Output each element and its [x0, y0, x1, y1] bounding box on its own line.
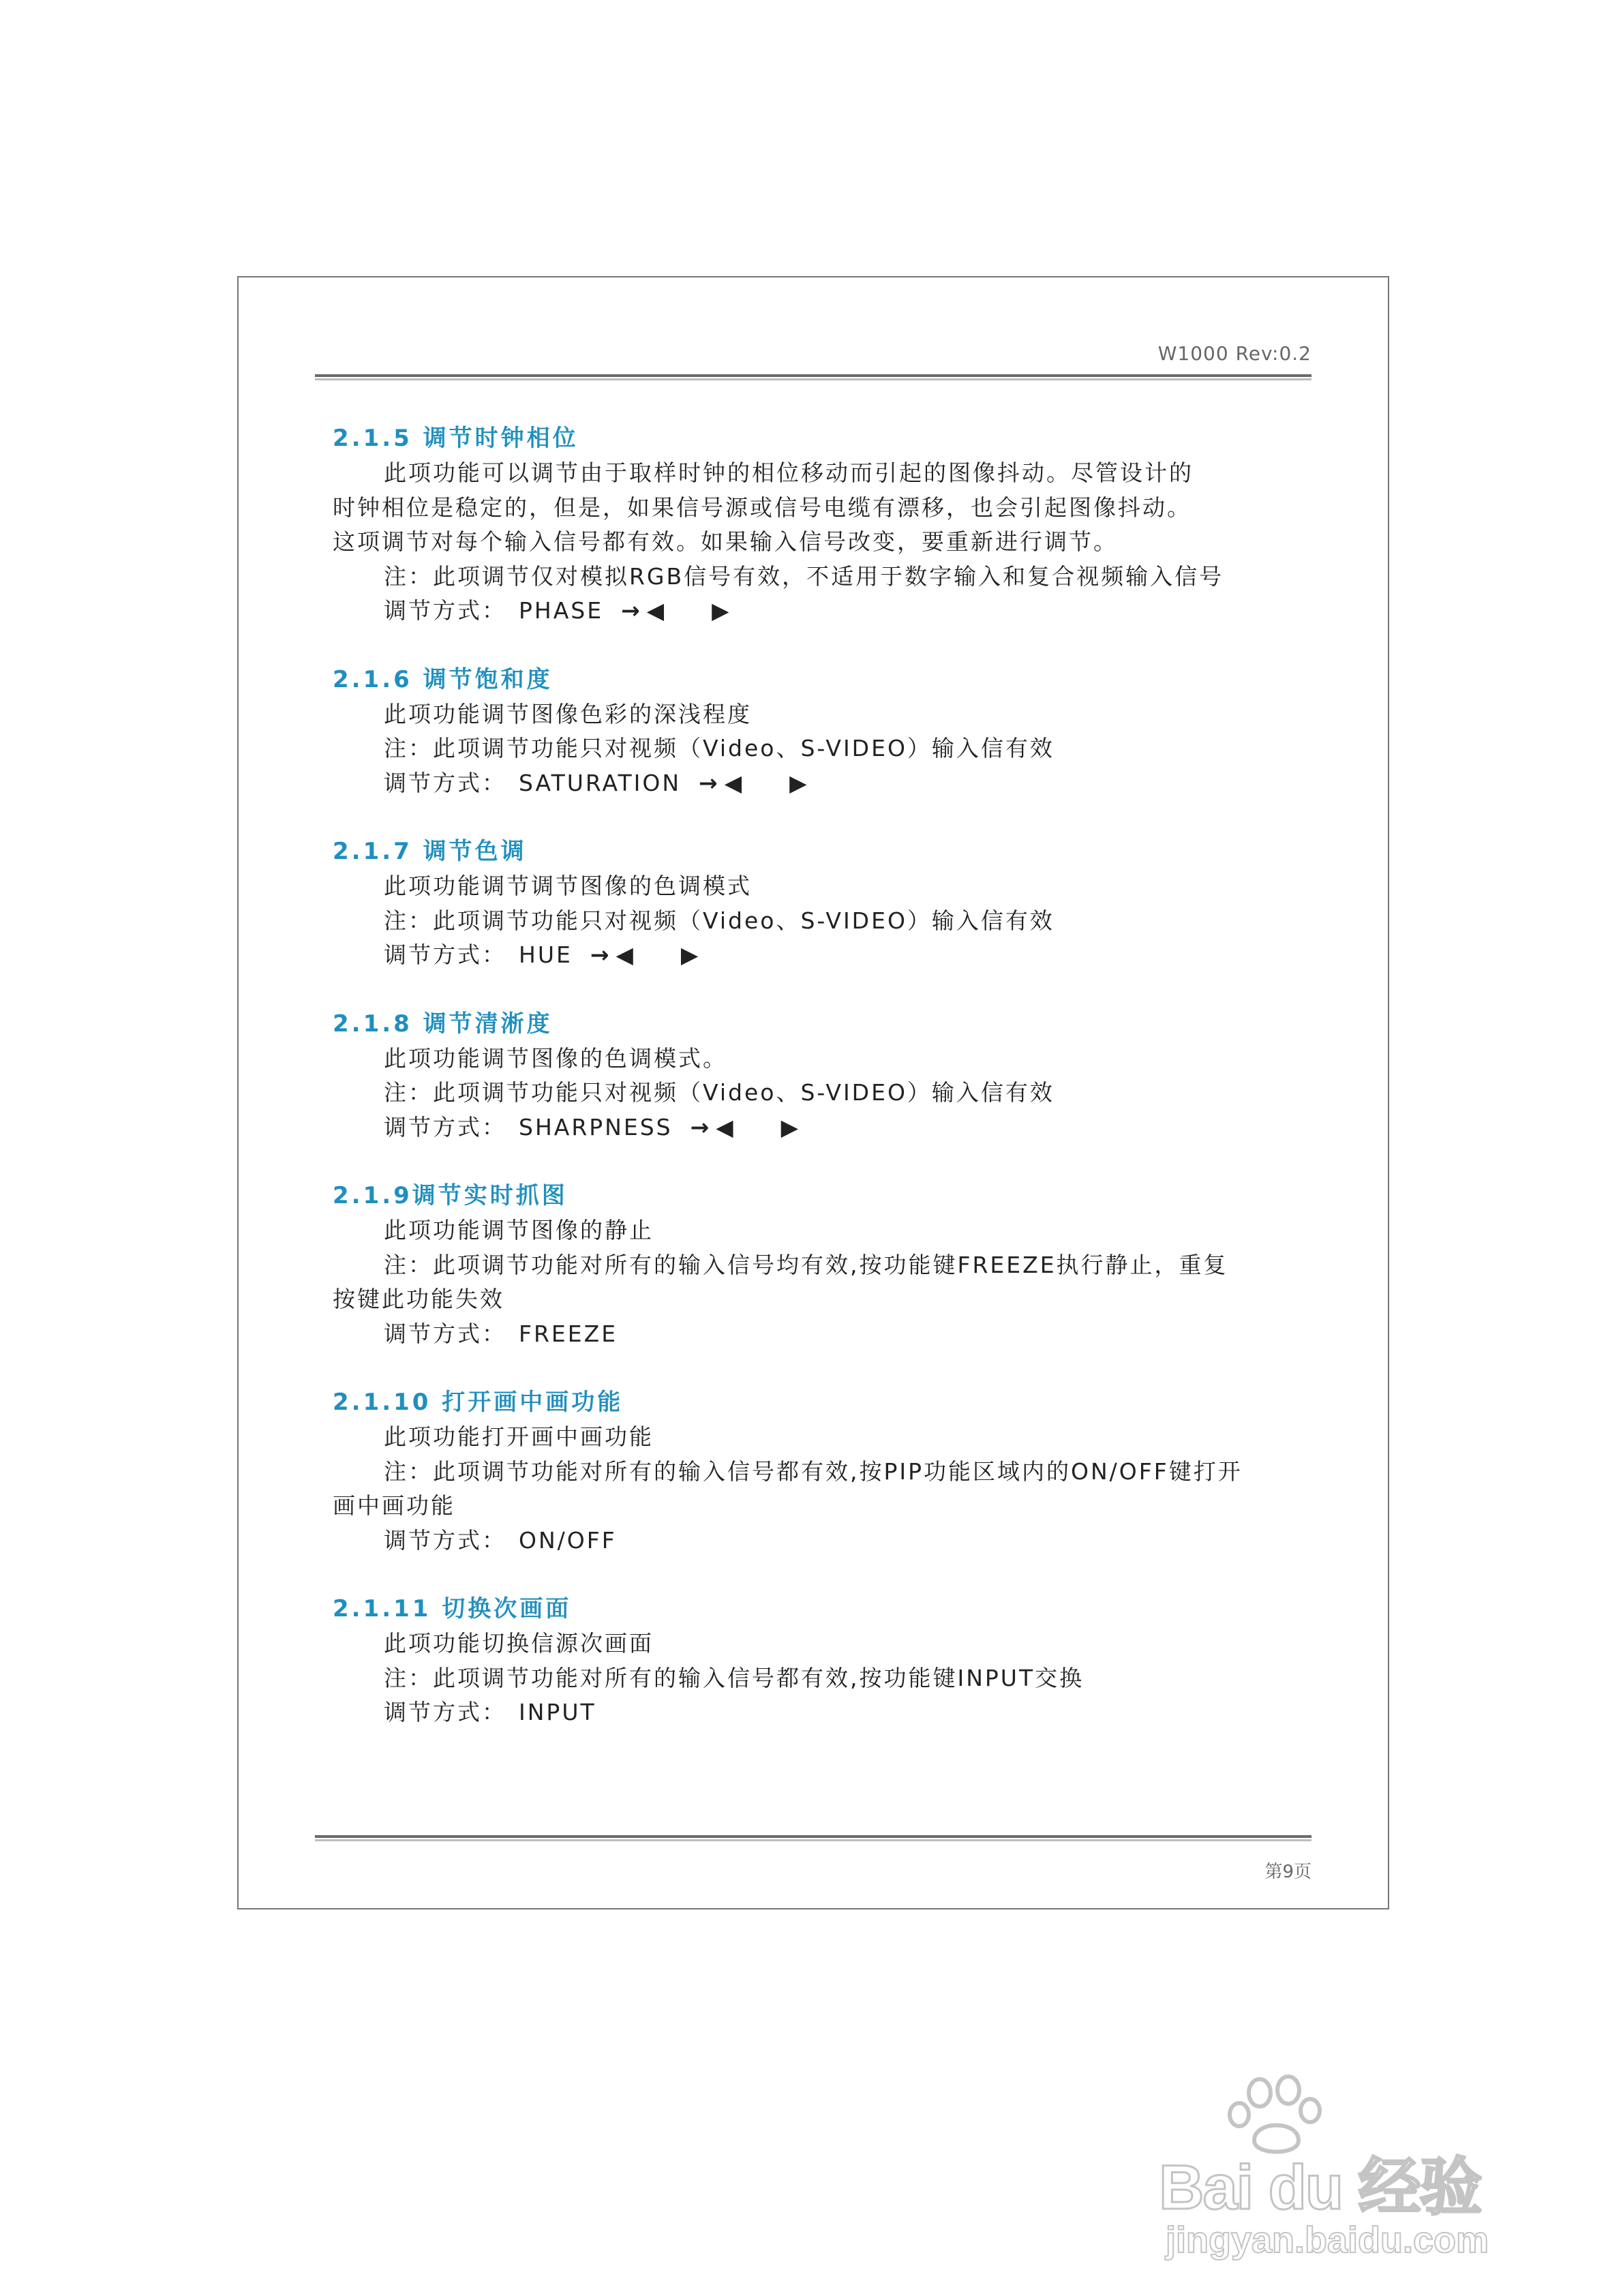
- section-clock-phase: [333, 421, 1314, 629]
- method-label: 调节方式：: [384, 1526, 506, 1554]
- adjust-method: [333, 766, 1314, 801]
- triangle-left-icon: ◀: [716, 1113, 733, 1141]
- watermark-brand: Bai du 经验: [1159, 2153, 1481, 2222]
- method-value: INPUT: [519, 1699, 596, 1725]
- note-line: 注：此项调节功能只对视频（Video、S-VIDEO）输入信有效: [384, 907, 1055, 934]
- method-value: HUE: [519, 941, 573, 968]
- page-number: 第9页: [1264, 1862, 1311, 1882]
- adjust-method: [333, 594, 1314, 629]
- note-line: 注：此项调节仅对模拟RGB信号有效，不适用于数字输入和复合视频输入信号: [384, 562, 1224, 590]
- method-label: 调节方式：: [384, 1699, 506, 1725]
- page-frame: [237, 276, 1389, 1909]
- method-value: SHARPNESS: [519, 1113, 673, 1141]
- triangle-right-icon: ▶: [680, 941, 699, 968]
- section-title: 2.1.11 切换次画面: [333, 1595, 572, 1622]
- triangle-left-icon: ◀: [616, 941, 633, 968]
- method-value: FREEZE: [519, 1320, 618, 1347]
- section-title: 2.1.6 调节饱和度: [333, 665, 553, 693]
- adjust-method: [333, 938, 1314, 973]
- baidu-watermark: [1159, 2072, 1541, 2263]
- body-line: 时钟相位是稳定的，但是，如果信号源或信号电缆有漂移，也会引起图像抖动。: [333, 494, 1192, 521]
- body-line: 此项功能可以调节由于取样时钟的相位移动而引起的图像抖动。尽管设计的: [384, 459, 1194, 486]
- note-line: 注：此项调节功能对所有的输入信号都有效,按功能键INPUT交换: [384, 1664, 1084, 1691]
- method-value: ON/OFF: [519, 1526, 617, 1554]
- triangle-right-icon: ▶: [780, 1113, 799, 1141]
- footer-rule: [315, 1835, 1311, 1841]
- note-line: 注：此项调节功能对所有的输入信号均有效,按功能键FREEZE执行静止，重复: [384, 1251, 1228, 1278]
- note-line: 注：此项调节功能只对视频（Video、S-VIDEO）输入信有效: [384, 735, 1055, 761]
- body-line: 此项功能调节图像的色调模式。: [384, 1044, 727, 1072]
- arrow-right-icon: →: [699, 769, 718, 796]
- section-title: 2.1.7 调节色调: [333, 838, 527, 865]
- triangle-right-icon: ▶: [712, 597, 729, 624]
- arrow-right-icon: →: [590, 941, 609, 968]
- body-line: 此项功能打开画中画功能: [384, 1423, 654, 1450]
- method-label: 调节方式：: [384, 597, 506, 624]
- body-line: 此项功能调节图像的静止: [384, 1217, 654, 1243]
- section-title: 2.1.10 打开画中画功能: [333, 1389, 624, 1416]
- method-label: 调节方式：: [384, 769, 506, 796]
- adjust-method: [333, 1524, 1314, 1558]
- method-label: 调节方式：: [384, 1113, 506, 1141]
- body-line: 此项功能切换信源次画面: [384, 1630, 654, 1657]
- section-pip: [333, 1385, 1314, 1558]
- arrow-right-icon: →: [621, 597, 640, 624]
- adjust-method: [333, 1111, 1314, 1145]
- triangle-right-icon: ▶: [789, 769, 807, 796]
- method-value: PHASE: [519, 597, 604, 624]
- section-saturation: [333, 662, 1314, 801]
- adjust-method: [333, 1317, 1314, 1352]
- header-rule: [315, 374, 1311, 380]
- triangle-left-icon: ◀: [724, 769, 742, 796]
- method-label: 调节方式：: [384, 1320, 506, 1347]
- arrow-right-icon: →: [690, 1113, 710, 1141]
- section-title: 2.1.9调节实时抓图: [333, 1182, 568, 1209]
- triangle-left-icon: ◀: [646, 597, 665, 624]
- method-label: 调节方式：: [384, 941, 506, 968]
- section-sharpness: [333, 1006, 1314, 1145]
- section-title: 2.1.8 调节清淅度: [333, 1010, 553, 1038]
- method-value: SATURATION: [519, 769, 682, 796]
- body-line: 这项调节对每个输入信号都有效。如果输入信号改变，要重新进行调节。: [333, 528, 1118, 555]
- section-switch-sub-picture: [333, 1591, 1314, 1730]
- document-revision: W1000 Rev:0.2: [1157, 342, 1311, 365]
- note-line: 注：此项调节功能对所有的输入信号都有效,按PIP功能区域内的ON/OFF键打开: [384, 1457, 1243, 1485]
- body-line: 此项功能调节图像色彩的深浅程度: [384, 700, 752, 727]
- adjust-method: [333, 1695, 1314, 1730]
- note-line: 按键此功能失效: [333, 1286, 504, 1312]
- note-line: 注：此项调节功能只对视频（Video、S-VIDEO）输入信有效: [384, 1079, 1055, 1106]
- content-body: [333, 421, 1314, 1764]
- note-line: 画中画功能: [333, 1492, 455, 1519]
- body-line: 此项功能调节调节图像的色调模式: [384, 873, 752, 899]
- section-hue: [333, 834, 1314, 973]
- section-title: 2.1.5 调节时钟相位: [333, 425, 579, 452]
- watermark-url: jingyan.baidu.com: [1166, 2220, 1489, 2261]
- section-freeze: [333, 1178, 1314, 1351]
